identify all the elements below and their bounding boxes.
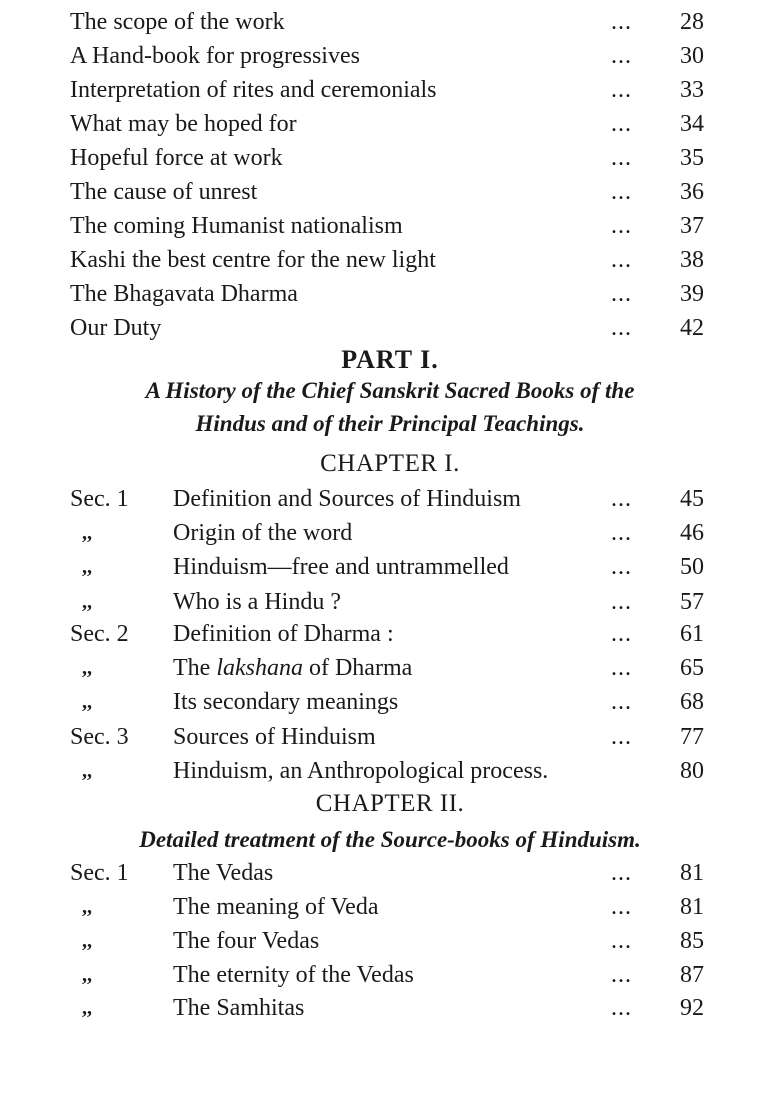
dot-leader: ... <box>611 520 632 546</box>
dot-leader: ... <box>611 77 632 103</box>
dot-leader: ... <box>611 213 632 239</box>
entry-title: The four Vedas <box>173 928 320 954</box>
page-number: 87 <box>680 962 704 988</box>
toc-entry <box>0 958 780 992</box>
dot-leader: ... <box>611 145 632 171</box>
dot-leader: ... <box>611 281 632 307</box>
dot-leader: ... <box>611 589 632 615</box>
dot-leader: ... <box>611 486 632 512</box>
toc-entry <box>0 5 780 39</box>
ditto-mark: ,, <box>82 760 92 782</box>
dot-leader: ... <box>611 724 632 750</box>
toc-entry <box>0 209 780 243</box>
toc-entry <box>0 991 780 1025</box>
toc-entry <box>0 311 780 345</box>
toc-entry <box>0 720 780 754</box>
part-heading: PART I. <box>341 345 439 374</box>
dot-leader: ... <box>611 43 632 69</box>
entry-title: Its secondary meanings <box>173 689 399 715</box>
part-subtitle-line-1: A History of the Chief Sanskrit Sacred Books of the <box>145 378 635 403</box>
entry-title: The Vedas <box>173 860 274 886</box>
toc-entry <box>0 617 780 651</box>
dot-leader: ... <box>611 111 632 137</box>
dot-leader: ... <box>611 247 632 273</box>
entry-title: The coming Humanist nationalism <box>70 213 403 239</box>
page-number: 34 <box>680 111 704 137</box>
toc-entry <box>0 585 780 619</box>
toc-entry <box>0 482 780 516</box>
toc-entry <box>0 754 780 788</box>
page-number: 65 <box>680 655 704 681</box>
page-number: 38 <box>680 247 704 273</box>
toc-entry <box>0 550 780 584</box>
toc-entry <box>0 141 780 175</box>
entry-title: Hinduism, an Anthropological process. <box>173 758 549 784</box>
dot-leader: ... <box>611 689 632 715</box>
dot-leader: ... <box>611 621 632 647</box>
entry-title: Sources of Hinduism <box>173 724 376 750</box>
page-number: 77 <box>680 724 704 750</box>
toc-entry <box>0 651 780 685</box>
page-number: 81 <box>680 894 704 920</box>
toc-entry <box>0 890 780 924</box>
ditto-mark: ,, <box>82 556 92 578</box>
page-number: 36 <box>680 179 704 205</box>
entry-title: Definition and Sources of Hinduism <box>173 486 521 512</box>
dot-leader: ... <box>611 554 632 580</box>
toc-entry <box>0 277 780 311</box>
ditto-mark: ,, <box>82 964 92 986</box>
page-number: 39 <box>680 281 704 307</box>
section-label: Sec. 3 <box>70 724 129 750</box>
part-subtitle-line-2: Hindus and of their Principal Teachings. <box>195 411 585 436</box>
chapter-heading: CHAPTER II. <box>315 790 465 817</box>
page-number: 81 <box>680 860 704 886</box>
dot-leader: ... <box>611 9 632 35</box>
entry-title: The Samhitas <box>173 995 305 1021</box>
dot-leader: ... <box>611 655 632 681</box>
page-number: 28 <box>680 9 704 35</box>
ditto-mark: ,, <box>82 896 92 918</box>
dot-leader: ... <box>611 860 632 886</box>
entry-title: The eternity of the Vedas <box>173 962 414 988</box>
title-text: The <box>173 655 217 681</box>
toc-entry <box>0 243 780 277</box>
page-number: 50 <box>680 554 704 580</box>
toc-entry <box>0 685 780 719</box>
page-number: 30 <box>680 43 704 69</box>
page-number: 33 <box>680 77 704 103</box>
page-number: 37 <box>680 213 704 239</box>
entry-title: Origin of the word <box>173 520 353 546</box>
page-number: 85 <box>680 928 704 954</box>
toc-entry <box>0 39 780 73</box>
dot-leader: ... <box>611 995 632 1021</box>
ditto-mark: ,, <box>82 997 92 1019</box>
ditto-mark: ,, <box>82 657 92 679</box>
chapter-subtitle: Detailed treatment of the Source-books of Hinduism. <box>139 827 641 852</box>
italic-term: lakshana <box>216 655 303 681</box>
entry-title: The cause of unrest <box>70 179 258 205</box>
ditto-mark: ,, <box>82 522 92 544</box>
dot-leader: ... <box>611 179 632 205</box>
page-number: 80 <box>680 758 704 784</box>
toc-entry <box>0 175 780 209</box>
page-number: 46 <box>680 520 704 546</box>
entry-title: A Hand-book for progressives <box>70 43 360 69</box>
entry-title: The Bhagavata Dharma <box>70 281 298 307</box>
section-label: Sec. 2 <box>70 621 129 647</box>
page-number: 68 <box>680 689 704 715</box>
title-text: of Dharma <box>302 655 413 681</box>
ditto-mark: ,, <box>82 591 92 613</box>
entry-title: Who is a Hindu ? <box>173 589 341 615</box>
page-number: 57 <box>680 589 704 615</box>
page-number: 92 <box>680 995 704 1021</box>
entry-title: Kashi the best centre for the new light <box>70 247 436 273</box>
toc-entry <box>0 516 780 550</box>
toc-entry <box>0 107 780 141</box>
toc-entry <box>0 73 780 107</box>
dot-leader: ... <box>611 315 632 341</box>
page-number: 35 <box>680 145 704 171</box>
entry-title: Interpretation of rites and ceremonials <box>70 77 437 103</box>
entry-title: Hinduism—free and untrammelled <box>173 554 509 580</box>
dot-leader: ... <box>611 894 632 920</box>
entry-title: The meaning of Veda <box>173 894 379 920</box>
ditto-mark: ,, <box>82 691 92 713</box>
dot-leader: ... <box>611 962 632 988</box>
section-label: Sec. 1 <box>70 860 129 886</box>
entry-title: Hopeful force at work <box>70 145 283 171</box>
entry-title: What may be hoped for <box>70 111 297 137</box>
entry-title: The scope of the work <box>70 9 285 35</box>
entry-title: Definition of Dharma : <box>173 621 394 647</box>
toc-entry <box>0 856 780 890</box>
chapter-heading: CHAPTER I. <box>320 450 460 477</box>
ditto-mark: ,, <box>82 930 92 952</box>
section-label: Sec. 1 <box>70 486 129 512</box>
page-number: 45 <box>680 486 704 512</box>
page-number: 42 <box>680 315 704 341</box>
dot-leader: ... <box>611 928 632 954</box>
entry-title: Our Duty <box>70 315 162 341</box>
toc-entry <box>0 924 780 958</box>
page-number: 61 <box>680 621 704 647</box>
entry-title <box>173 651 412 685</box>
